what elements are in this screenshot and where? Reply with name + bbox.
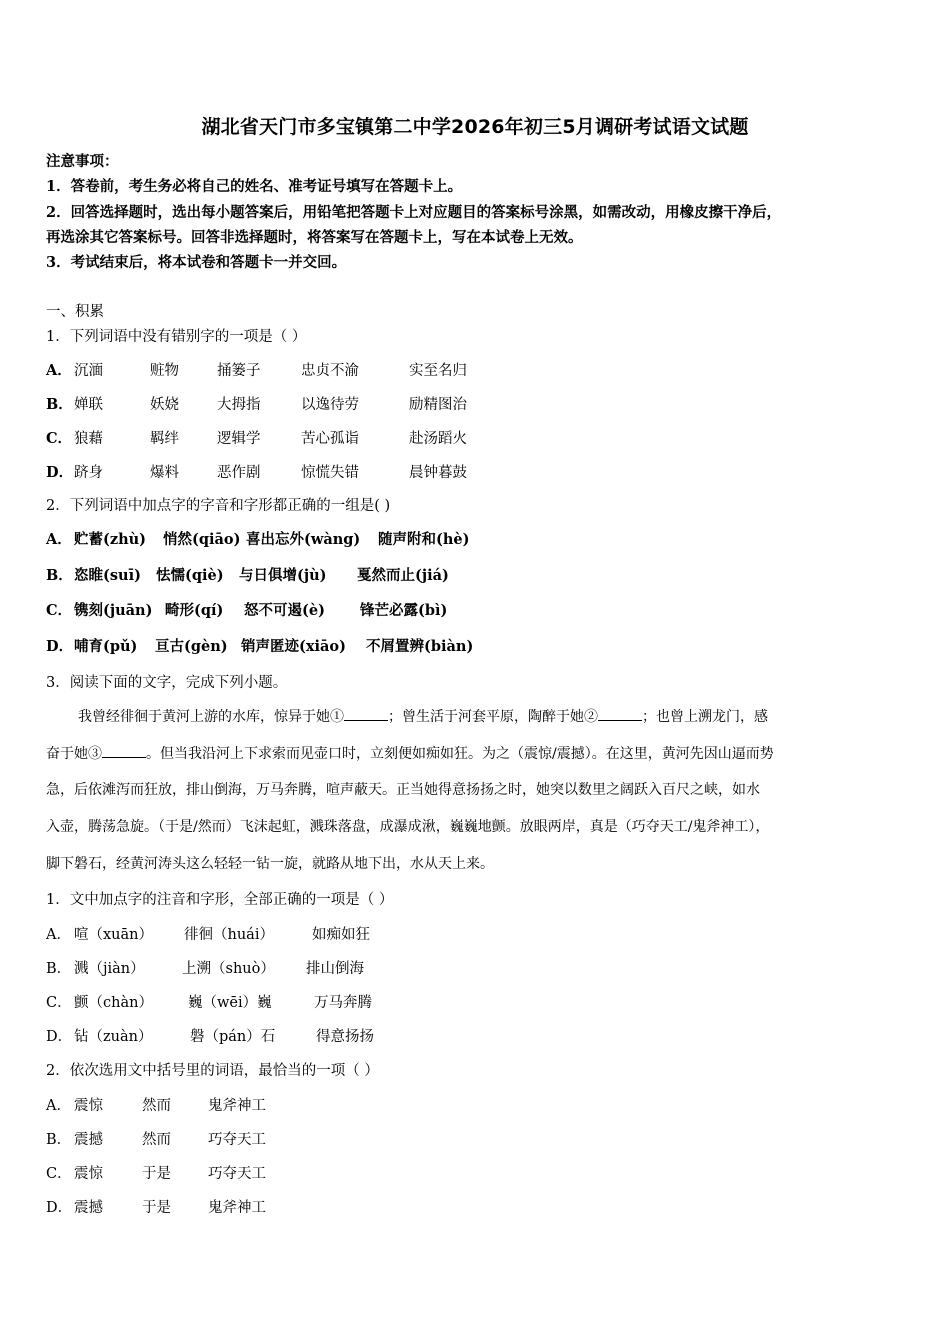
choice-word: 怯懦(qiè): [156, 567, 224, 584]
passage-text: 奋于她③: [46, 746, 102, 762]
fill-blank: [598, 706, 642, 721]
choice-label: B．: [46, 1132, 72, 1148]
choice-word: 万马奔腾: [314, 995, 372, 1011]
choice-word: 排山倒海: [306, 961, 364, 977]
page-title: 湖北省天门市多宝镇第二中学2026年初三5月调研考试语文试题: [201, 116, 749, 138]
choice-row: [46, 1130, 266, 1150]
choice-word: 逻辑学: [217, 431, 261, 447]
choice-word: 实至名归: [409, 363, 467, 379]
choice-row: [46, 993, 372, 1013]
choice-label: C．: [46, 602, 73, 619]
choice-word: 晨钟暮鼓: [409, 465, 467, 481]
choice-row: [46, 463, 467, 483]
choice-word: 以逸待劳: [301, 397, 359, 413]
choice-word: 亘古(gèn): [155, 638, 228, 655]
choice-word: 喜出忘外(wàng): [246, 531, 361, 548]
passage-text: 。但当我沿河上下求索而见壶口时，立刻便如痴如狂。为之（震惊/震撼）。在这里，黄河先因山逼而势: [146, 746, 774, 762]
choice-word: 如痴如狂: [312, 927, 370, 943]
choice-row: [46, 429, 467, 449]
choice-label: C．: [46, 995, 72, 1011]
choice-word: 恶作剧: [217, 465, 261, 481]
choice-row: [46, 959, 364, 979]
choice-word: 锋芒必露(bì): [360, 602, 448, 619]
choice-row: [46, 601, 447, 621]
choice-word: 震撼: [74, 1132, 103, 1148]
choice-word: 巍（wēi）巍: [188, 995, 272, 1011]
passage-line: [46, 743, 912, 764]
choice-label: B．: [46, 961, 72, 977]
choice-word: 苦心孤诣: [301, 431, 359, 447]
choice-word: 销声匿迹(xiāo): [241, 638, 346, 655]
choice-word: 沉湎: [74, 363, 103, 379]
choice-word: 得意扬扬: [316, 1029, 374, 1045]
passage-line: 脚下磐石，经黄河涛头这么轻轻一钻一旋，就路从地下出，水从天上来。: [46, 856, 494, 872]
choice-label: D．: [46, 638, 74, 655]
choice-label: C．: [46, 1166, 72, 1182]
choice-label: C．: [46, 430, 73, 447]
choice-word: 于是: [142, 1200, 171, 1216]
choice-word: 巧夺天工: [208, 1132, 266, 1148]
choice-label: B．: [46, 396, 73, 413]
notice-heading: 注意事项：: [46, 153, 119, 170]
choice-row: [46, 1164, 266, 1184]
choice-word: 婵联: [74, 397, 103, 413]
choice-label: A．: [46, 531, 72, 548]
choice-row: [46, 361, 467, 381]
choice-word: 喧（xuān）: [74, 927, 153, 943]
choice-word: 震惊: [74, 1166, 103, 1182]
choice-word: 于是: [142, 1166, 171, 1182]
choice-label: D．: [46, 1200, 73, 1216]
choice-row: [46, 637, 473, 657]
choice-word: 徘徊（huái）: [184, 927, 274, 943]
choice-word: 大拇指: [217, 397, 261, 413]
notice-item: 3．考试结束后，将本试卷和答题卡一并交回。: [46, 254, 347, 271]
question-stem: 3．阅读下面的文字，完成下列小题。: [46, 675, 288, 691]
choice-word: 畸形(qí): [165, 602, 224, 619]
choice-word: 磐（pán）石: [190, 1029, 276, 1045]
choice-word: 羁绊: [150, 431, 179, 447]
section-heading: 一、积累: [46, 304, 104, 320]
choice-word: 上溯（shuò）: [182, 961, 275, 977]
choice-row: [46, 530, 470, 550]
choice-word: 惊慌失错: [301, 465, 359, 481]
choice-word: 怒不可遏(è): [244, 602, 325, 619]
choice-word: 戛然而止(jiá): [357, 567, 449, 584]
choice-word: 溅（jiàn）: [74, 961, 145, 977]
choice-word: 震惊: [74, 1098, 103, 1114]
passage-text: 我曾经徘徊于黄河上游的水库，惊异于她①: [78, 709, 344, 725]
choice-row: [46, 1027, 374, 1047]
passage-line: [78, 706, 944, 727]
question-stem: 2．依次选用文中括号里的词语，最恰当的一项（ ）: [46, 1063, 379, 1079]
choice-word: 与日俱增(jù): [239, 567, 327, 584]
choice-row: [46, 1096, 266, 1116]
question-stem: 1．文中加点字的注音和字形，全部正确的一项是（ ）: [46, 892, 394, 908]
passage-text: ；也曾上溯龙门，感: [642, 709, 768, 725]
choice-word: 随声附和(hè): [378, 531, 470, 548]
choice-word: 镌刻(juān): [74, 602, 153, 619]
choice-word: 悄然(qiāo): [163, 531, 241, 548]
choice-word: 然而: [142, 1132, 171, 1148]
choice-word: 哺育(pǔ): [74, 638, 138, 655]
choice-word: 励精图治: [409, 397, 467, 413]
choice-label: D．: [46, 1029, 73, 1045]
choice-label: B．: [46, 567, 73, 584]
choice-row: [46, 566, 449, 586]
choice-word: 颤（chàn）: [74, 995, 153, 1011]
fill-blank: [102, 743, 146, 758]
choice-word: 然而: [142, 1098, 171, 1114]
choice-word: 狼藉: [74, 431, 103, 447]
choice-word: 忠贞不渝: [301, 363, 359, 379]
passage-text: ；曾生活于河套平原，陶醉于她②: [388, 709, 598, 725]
choice-row: [46, 1198, 266, 1218]
passage-line: 入壶，腾荡急旋。（于是/然而）飞沫起虹，溅珠落盘，成瀑成湫，巍巍地颤。放眼两岸，真是（巧夺天工/鬼斧神工），: [46, 819, 770, 835]
choice-label: A．: [46, 1098, 71, 1114]
choice-word: 巧夺天工: [208, 1166, 266, 1182]
fill-blank: [344, 706, 388, 721]
choice-word: 赃物: [150, 363, 179, 379]
choice-label: D．: [46, 464, 74, 481]
choice-word: 钻（zuàn）: [74, 1029, 153, 1045]
choice-row: [46, 925, 370, 945]
choice-word: 爆料: [150, 465, 179, 481]
choice-word: 不屑置辨(biàn): [366, 638, 474, 655]
question-stem: 2．下列词语中加点字的字音和字形都正确的一组是( ): [46, 498, 391, 514]
choice-word: 赴汤蹈火: [409, 431, 467, 447]
choice-word: 恣睢(suī): [74, 567, 141, 584]
choice-word: 捅篓子: [217, 363, 261, 379]
choice-label: A．: [46, 927, 71, 943]
choice-row: [46, 395, 467, 415]
choice-word: 鬼斧神工: [208, 1200, 266, 1216]
choice-word: 贮蓄(zhù): [74, 531, 147, 548]
choice-word: 妖娆: [150, 397, 179, 413]
choice-word: 跻身: [74, 465, 103, 481]
notice-item: 再选涂其它答案标号。回答非选择题时，将答案写在答题卡上，写在本试卷上无效。: [46, 229, 583, 246]
passage-line: 急，后依滩泻而狂放，排山倒海，万马奔腾，喧声蔽天。正当她得意扬扬之时，她突以数里之阔跃入百尺之峡，如水: [46, 782, 760, 798]
choice-word: 震撼: [74, 1200, 103, 1216]
choice-word: 鬼斧神工: [208, 1098, 266, 1114]
question-stem: 1．下列词语中没有错别字的一项是（ ）: [46, 329, 307, 345]
notice-item: 2．回答选择题时，选出每小题答案后，用铅笔把答题卡上对应题目的答案标号涂黑，如需改动，用橡皮擦干净后，: [46, 204, 782, 221]
choice-label: A．: [46, 362, 72, 379]
notice-item: 1．答卷前，考生务必将自己的姓名、准考证号填写在答题卡上。: [46, 178, 463, 195]
